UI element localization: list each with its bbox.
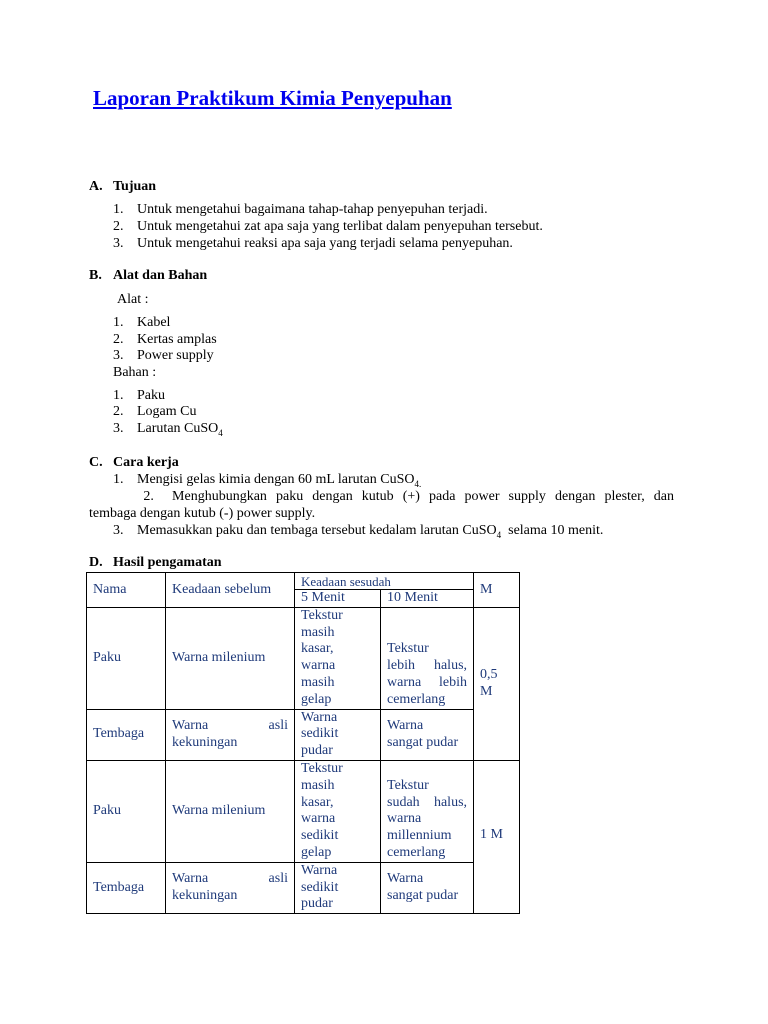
cell-m-one-molar: 1 M xyxy=(474,760,520,913)
cell-line: warna xyxy=(387,811,422,827)
cell-line: kekuningan xyxy=(172,734,238,750)
section-b-title: Alat dan Bahan xyxy=(113,268,208,283)
cell-line: sedikit xyxy=(301,879,339,895)
cell-line: Tekstur xyxy=(387,777,429,793)
cell-sebelum: Warna milenium xyxy=(166,760,295,862)
cell-line: gelap xyxy=(301,691,332,707)
bahan-item-3-subscript: 4 xyxy=(218,427,223,438)
cell-sebelum xyxy=(166,862,295,913)
bahan-item-3-text: Larutan CuSO xyxy=(137,421,219,436)
cell-line: pudar xyxy=(301,896,333,912)
cell-line: sangat pudar xyxy=(387,887,459,903)
header-nama: Nama xyxy=(87,573,166,608)
cell-5-menit xyxy=(295,760,381,862)
cell-line: sangat pudar xyxy=(387,734,459,750)
cell-sebelum xyxy=(166,709,295,760)
cell-nama: Paku xyxy=(87,607,166,709)
cell-line: Tekstur xyxy=(387,641,429,657)
table-row xyxy=(87,760,520,862)
cell-line: Warna xyxy=(301,862,338,878)
bahan-label: Bahan : xyxy=(113,365,157,380)
cell-line: gelap xyxy=(301,844,332,860)
cell-nama: Tembaga xyxy=(87,709,166,760)
alat-item-2: 2. Kertas amplas xyxy=(113,332,217,347)
cell-5-menit xyxy=(295,709,381,760)
tujuan-item-3-text: Untuk mengetahui reaksi apa saja yang terjadi selama penyepuhan. xyxy=(137,236,513,251)
cell-line: masih xyxy=(301,674,335,690)
cell-line: Warna xyxy=(301,709,338,725)
cell-5-menit xyxy=(295,607,381,709)
bahan-item-1-text: Paku xyxy=(137,388,165,403)
header-m: M xyxy=(474,573,520,608)
cell-line: lebih halus, xyxy=(387,658,468,674)
section-a-title: Tujuan xyxy=(113,179,157,194)
tujuan-item-1: 1. Untuk mengetahui bagaimana tahap-tahap penyepuhan terjadi. xyxy=(113,202,488,217)
cara-kerja-step-3-text-end: selama 10 menit. xyxy=(508,523,604,538)
cell-line: cemerlang xyxy=(387,844,446,860)
table-row xyxy=(87,607,520,709)
cell-m-unit: M xyxy=(480,683,493,699)
section-c-heading xyxy=(89,455,179,471)
tujuan-item-2-text: Untuk mengetahui zat apa saja yang terlibat dalam penyepuhan tersebut. xyxy=(137,219,543,234)
tujuan-item-3: 3. Untuk mengetahui reaksi apa saja yang terjadi selama penyepuhan. xyxy=(113,236,513,251)
table-header-row xyxy=(87,573,520,590)
cell-nama: Tembaga xyxy=(87,862,166,913)
cara-kerja-step-2-line-2: tembaga dengan kutub (-) power supply. xyxy=(89,506,316,521)
section-a-letter: A. xyxy=(89,179,103,194)
header-keadaan-sebelum: Keadaan sebelum xyxy=(166,573,295,608)
alat-item-3: 3. Power supply xyxy=(113,348,214,363)
cara-kerja-step-2 xyxy=(89,488,674,522)
cell-line: kasar, xyxy=(301,794,334,810)
cell-line: sedikit xyxy=(301,828,339,844)
cell-line: millennium xyxy=(387,828,452,844)
cell-nama: Paku xyxy=(87,760,166,862)
page-title: Laporan Praktikum Kimia Penyepuhan xyxy=(93,86,452,110)
cara-kerja-step-3-text: Memasukkan paku dan tembaga tersebut kedalam larutan CuSO xyxy=(137,523,497,538)
alat-item-2-text: Kertas amplas xyxy=(137,332,217,347)
cara-kerja-step-1-subscript: 4. xyxy=(414,478,422,489)
header-5-menit: 5 Menit xyxy=(295,590,381,608)
section-d-title: Hasil pengamatan xyxy=(113,555,222,570)
section-c-title: Cara kerja xyxy=(113,455,179,470)
cell-line: sedikit xyxy=(301,726,339,742)
cara-kerja-step-3: 3. Memasukkan paku dan tembaga tersebut kedalam larutan CuSO$_4$ selama 10 menit. xyxy=(113,523,604,540)
cara-kerja-step-1-text: Mengisi gelas kimia dengan 60 mL larutan CuSO xyxy=(137,472,415,487)
cell-line: Tekstur xyxy=(301,760,343,776)
cara-kerja-step-1: 1. Mengisi gelas kimia dengan 60 mL larutan CuSO$_{4.}$ xyxy=(113,472,422,489)
cell-m-half-molar xyxy=(474,607,520,760)
cell-line: kekuningan xyxy=(172,887,238,903)
cell-line: cemerlang xyxy=(387,691,446,707)
section-a-heading xyxy=(89,179,156,195)
section-b-letter: B. xyxy=(89,268,102,283)
section-d-letter: D. xyxy=(89,555,103,570)
cara-kerja-step-2-text-1: Menghubungkan paku dengan kutub (+) pada power supply dengan plester, dan xyxy=(172,489,675,504)
alat-item-1: 1. Kabel xyxy=(113,315,171,330)
section-b-heading xyxy=(89,268,207,284)
cell-line: masih xyxy=(301,624,335,640)
cell-line: Warna asli xyxy=(172,871,288,887)
tujuan-item-1-text: Untuk mengetahui bagaimana tahap-tahap penyepuhan terjadi. xyxy=(137,202,488,217)
cell-sebelum: Warna milenium xyxy=(166,607,295,709)
cell-m-value: 0,5 xyxy=(480,667,498,683)
cell-line: warna xyxy=(301,658,336,674)
cell-10-menit xyxy=(381,862,474,913)
tujuan-item-2: 2. Untuk mengetahui zat apa saja yang terlibat dalam penyepuhan tersebut. xyxy=(113,219,543,234)
cara-kerja-step-3-subscript: 4 xyxy=(496,529,502,540)
bahan-item-2-text: Logam Cu xyxy=(137,404,197,419)
alat-label: Alat : xyxy=(117,292,149,307)
cell-line: kasar, xyxy=(301,641,334,657)
cell-line: pudar xyxy=(301,743,333,759)
cell-10-menit xyxy=(381,760,474,862)
cell-line: Warna xyxy=(387,871,424,887)
table-row xyxy=(87,709,520,760)
table-row xyxy=(87,862,520,913)
alat-item-3-text: Power supply xyxy=(137,348,214,363)
header-10-menit: 10 Menit xyxy=(381,590,474,608)
bahan-item-3: 3. Larutan CuSO$_4$ xyxy=(113,421,223,438)
bahan-item-2: 2. Logam Cu xyxy=(113,404,197,419)
alat-item-1-text: Kabel xyxy=(137,315,171,330)
cell-5-menit xyxy=(295,862,381,913)
hasil-pengamatan-table xyxy=(86,572,520,914)
section-d-heading xyxy=(89,555,222,571)
cell-10-menit xyxy=(381,607,474,709)
cell-line: Warna asli xyxy=(172,717,288,733)
cara-kerja-step-2-line-1: 2. Menghubungkan paku dengan kutub (+) pada power supply dengan plester, dan xyxy=(89,489,675,504)
header-keadaan-sesudah: Keadaan sesudah xyxy=(295,573,474,590)
cell-line: Warna xyxy=(387,717,424,733)
section-c-letter: C. xyxy=(89,455,103,470)
cell-line: warna xyxy=(301,811,336,827)
cell-line: warna lebih xyxy=(387,674,468,690)
cell-line: Tekstur xyxy=(301,607,343,623)
cell-10-menit xyxy=(381,709,474,760)
cell-line: masih xyxy=(301,777,335,793)
bahan-item-1: 1. Paku xyxy=(113,388,165,403)
cell-line: sudah halus, xyxy=(387,794,468,810)
